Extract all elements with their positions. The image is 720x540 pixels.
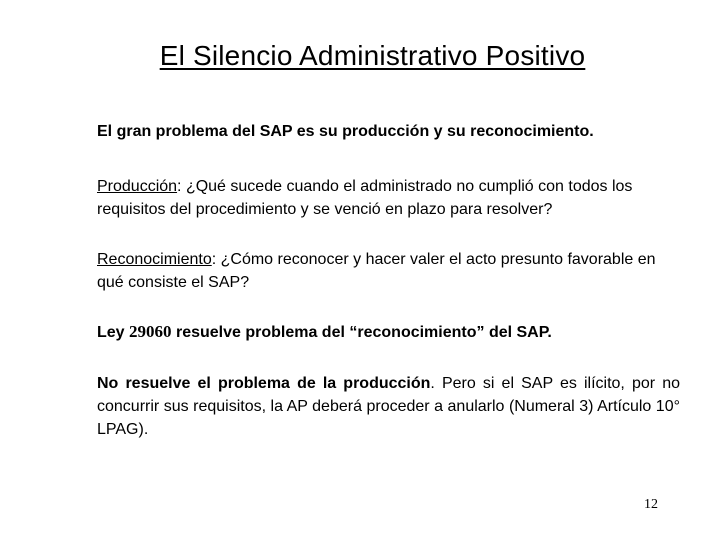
paragraph-production <box>97 175 680 221</box>
not-resolved-text: . Pero si el SAP es ilícito, por no concurrir sus requisitos, la AP deberá proceder a anularlo (Numeral 3) Artículo 10° LPAG). <box>97 375 681 438</box>
paragraph-law <box>97 320 680 344</box>
slide-title: El Silencio Administrativo Positivo <box>159 40 586 71</box>
paragraph-recognition <box>97 248 680 294</box>
recognition-term: Reconocimiento <box>97 251 212 268</box>
production-question: ¿Qué sucede cuando el administrado no cumplió con todos los requisitos del procedimiento y se venció en plazo para resolver? <box>97 178 633 218</box>
production-colon: : <box>177 178 186 195</box>
law-number: 29060 <box>129 322 172 341</box>
page-number: 12 <box>644 497 658 512</box>
not-resolved-bold: No resuelve el problema de la producción <box>97 375 431 392</box>
paragraph-main-problem: El gran problema del SAP es su producción y su reconocimiento. <box>97 123 594 140</box>
law-suffix: resuelve problema del “reconocimiento” del SAP. <box>171 324 552 341</box>
paragraph-not-resolved <box>97 372 680 441</box>
law-prefix: Ley <box>97 324 130 341</box>
recognition-colon: : <box>211 251 221 268</box>
production-term: Producción <box>97 178 178 195</box>
recognition-question: ¿Cómo reconocer y hacer valer el acto presunto favorable en qué consiste el SAP? <box>97 251 656 291</box>
